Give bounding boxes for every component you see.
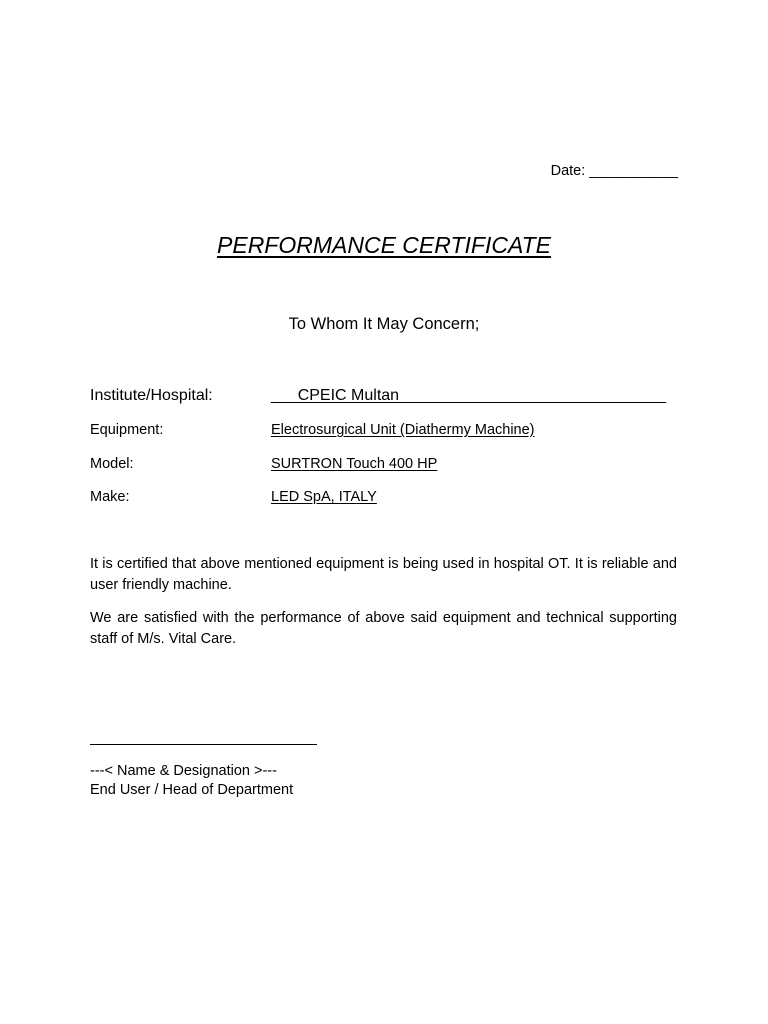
signature-role: End User / Head of Department bbox=[90, 782, 294, 798]
signature-line bbox=[90, 744, 317, 745]
page-title: PERFORMANCE CERTIFICATE bbox=[217, 232, 551, 258]
institute-label: Institute/Hospital: bbox=[90, 387, 213, 404]
equipment-label: Equipment: bbox=[90, 422, 164, 438]
make-label: Make: bbox=[90, 489, 130, 505]
institute-value: ___CPEIC Multan______________________________ bbox=[271, 387, 667, 404]
date-field: Date: ___________ bbox=[550, 163, 678, 179]
satisfaction-paragraph: We are satisfied with the performance of above said equipment and technical supporting staff of M/s. Vital Care. bbox=[90, 610, 677, 647]
make-value: LED SpA, ITALY bbox=[271, 489, 377, 505]
salutation: To Whom It May Concern; bbox=[288, 315, 480, 333]
model-value: SURTRON Touch 400 HP bbox=[271, 456, 438, 472]
certification-paragraph: It is certified that above mentioned equipment is being used in hospital OT. It is reliable and user friendly machine. bbox=[90, 556, 677, 593]
equipment-value: Electrosurgical Unit (Diathermy Machine) bbox=[271, 422, 535, 438]
signature-name-designation: ---< Name & Designation >--- bbox=[90, 763, 277, 779]
model-label: Model: bbox=[90, 456, 134, 472]
